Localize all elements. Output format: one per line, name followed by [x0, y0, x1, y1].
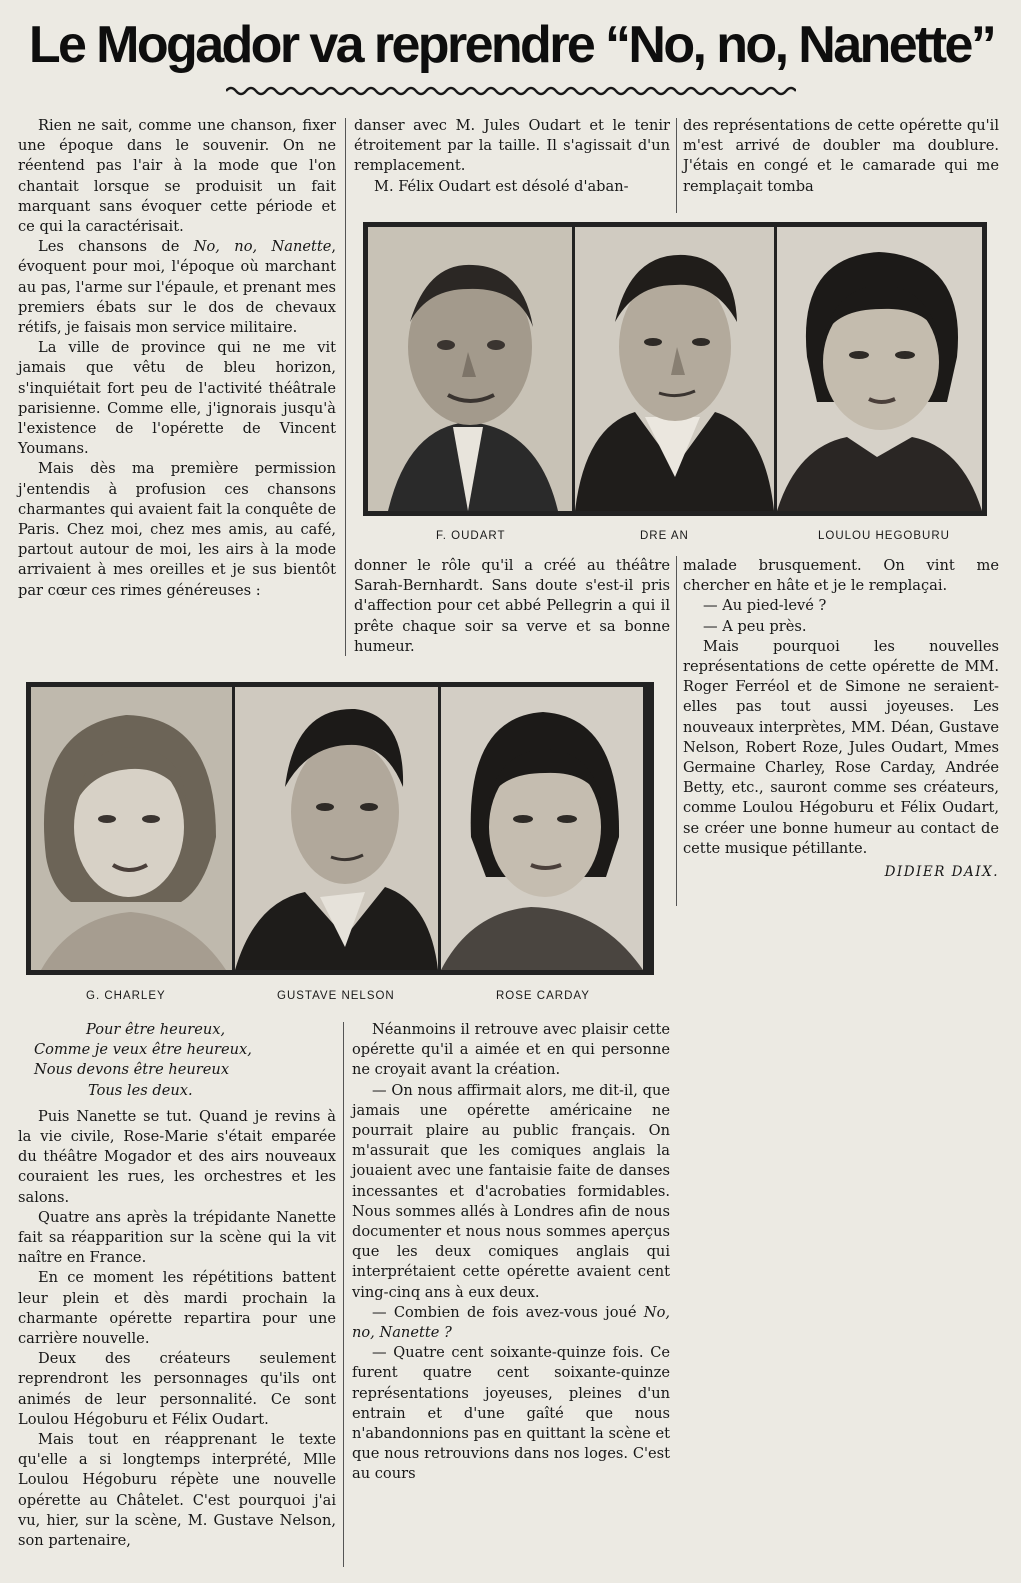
column-3-top [683, 116, 999, 197]
col1-paragraph-1: Rien ne sait, comme une chanson, fixer une époque dans le souvenir. On ne réentend pas l'air à la mode que l'on chantait lorsque se produisit un fait marquant sans évoquer cette période et ce qui la caractérisait. [18, 117, 336, 236]
lyric-line: Pour être heureux, [86, 1021, 226, 1038]
column-3-middle [683, 556, 999, 882]
caption-carday: ROSE CARDAY [496, 990, 590, 1002]
col5-paragraph-1: Néanmoins il retrouve avec plaisir cette opérette qu'il a aimée et en qui personne ne croyait avant la création. [352, 1021, 670, 1079]
col1-paragraph-2: Les chansons de No, no, Nanette, évoquent pour moi, l'époque où marchant au pas, l'arme sur l'épaule, et prenant mes premiers ébats sur le dos de chevaux rétifs, je faisais mon service militaire. [18, 238, 336, 337]
column-5 [352, 1020, 670, 1485]
author-signature: DIDIER DAIX. [884, 864, 999, 881]
caption-hegoburu: LOULOU HEGOBURU [818, 530, 950, 542]
col4-paragraph-3: En ce moment les répétitions battent leur plein et dès mardi prochain la charmante opérette repartira pour une carrière nouvelle. [18, 1269, 336, 1348]
col4-paragraph-2: Quatre ans après la trépidante Nanette fait sa réapparition sur la scène qui la vit naître en France. [18, 1208, 336, 1267]
portrait-carday-image [441, 687, 643, 970]
column-rule [343, 1022, 344, 1567]
portrait-photo-hegoburu [777, 227, 982, 511]
caption-charley: G. CHARLEY [86, 990, 166, 1002]
col5-paragraph-2: — On nous affirmait alors, me dit-il, que jamais une opérette américaine ne pourrait plaire au public français. On m'assurait que les comiques anglais la jouaient avec une fantaisie faite de danses incessantes et d'acrobaties formidables. Nous sommes allés à Londres afin de nous documenter et nous nous sommes aperçus que les deux comiques anglais qui interprétaient cette opérette avaient cent ving-cinq ans à eux deux. [352, 1081, 670, 1301]
headline-wavy-rule [226, 85, 796, 97]
col4-paragraph-5: Mais tout en réapprenant le texte qu'elle a si longtemps interprété, Mlle Loulou Hégoburu répète une nouvelle opérette au Châtelet. C'est pourquoi j'ai vu, hier, sur la scène, M. Gustave Nelson, son partenaire, [18, 1431, 336, 1550]
lyric-line: Tous les deux. [88, 1081, 193, 1099]
col5-paragraph-3: — Combien de fois avez-vous joué No, no, Nanette ? [352, 1303, 670, 1342]
caption-nelson: GUSTAVE NELSON [277, 990, 395, 1002]
col2-mid-text: donner le rôle qu'il a créé au théâtre Sarah-Bernhardt. Sans doute s'est-il pris d'affection pour cet abbé Pellegrin a qui il prête chaque soir sa verve et sa bonne humeur. [354, 557, 670, 655]
caption-dean: DRE AN [640, 530, 689, 542]
col3-top-text: des représentations de cette opérette qu'il m'est arrivé de doubler ma doublure. J'étais en congé et le camarade qui me remplaçait tomba [683, 117, 999, 195]
portrait-charley-image [31, 687, 232, 970]
column-1 [18, 116, 336, 601]
col1-paragraph-4: Mais dès ma première permission j'entendis à profusion ces chansons charmantes qui avaient fait la conquête de Paris. Chez moi, chez mes amis, au café, partout autour de moi, les airs à la mode arrivaient à mes oreilles et je sus bientôt par cœur ces rimes généreuses : [18, 460, 336, 599]
column-2-middle [354, 556, 670, 657]
col2-paragraph-2: M. Félix Oudart est désolé d'aban- [374, 177, 629, 195]
col3-dialogue-2: — A peu près. [703, 617, 807, 635]
portrait-oudart-image [368, 227, 572, 511]
lyric-line: Comme je veux être heureux, [34, 1041, 252, 1059]
column-rule [676, 118, 677, 213]
col1-paragraph-3: La ville de province qui ne me vit jamais que vêtu de bleu horizon, s'inquiétait fort peu de l'activité théâtrale parisienne. Comme elle, j'ignorais jusqu'à l'existence de l'opérette de Vincent Youmans. [18, 339, 336, 458]
portrait-nelson-image [235, 687, 438, 970]
column-4 [18, 1020, 336, 1551]
column-rule [345, 118, 346, 656]
col3-dialogue-1: — Au pied-levé ? [703, 597, 827, 615]
col2-top-text: danser avec M. Jules Oudart et le tenir étroitement par la taille. Il s'agissait d'un remplacement. [354, 117, 670, 175]
portrait-photo-dean [575, 227, 774, 511]
portrait-hegoburu-image [777, 227, 982, 511]
column-2-top [354, 116, 670, 197]
portrait-photo-oudart [368, 227, 572, 511]
top-photo-strip [363, 222, 987, 516]
col4-paragraph-4: Deux des créateurs seulement reprendront les personnages qu'ils ont animés de leur personnalité. Ce sont Loulou Hégoburu et Félix Oudart. [18, 1350, 336, 1428]
lyric-line: Nous devons être heureux [34, 1061, 230, 1079]
portrait-photo-nelson [235, 687, 438, 970]
portrait-dean-image [575, 227, 774, 511]
col4-paragraph-1: Puis Nanette se tut. Quand je revins à la vie civile, Rose-Marie s'était emparée du théâtre Mogador et des airs nouveaux couraient les rues, les orchestres et les salons. [18, 1107, 336, 1206]
column-rule [676, 556, 677, 906]
col3-paragraph-3: Mais pourquoi les nouvelles représentations de cette opérette de MM. Roger Ferréol et de Simone ne seraient-elles pas tout aussi joyeuses. Les nouveaux interprètes, MM. Déan, Gustave Nelson, Robert Roze, Jules Oudart, Mmes Germaine Charley, Rose Carday, Andrée Betty, etc., sauront comme ses créateurs, comme Loulou Hégoburu et Félix Oudart, se créer une bonne humeur au contact de cette musique pétillante. [683, 637, 999, 857]
portrait-photo-carday [441, 687, 643, 970]
song-lyrics [18, 1020, 336, 1101]
portrait-photo-charley [31, 687, 232, 970]
bottom-photo-strip [26, 682, 654, 975]
headline: Le Mogador va reprendre “No, no, Nanette” [28, 16, 995, 74]
caption-oudart: F. OUDART [436, 530, 506, 542]
col3-mid-text: malade brusquement. On vint me chercher en hâte et je le remplaçai. [683, 557, 999, 595]
col5-paragraph-4: — Quatre cent soixante-quinze fois. Ce furent quatre cent soixante-quinze représentations joyeuses, pleines d'un entrain et d'une gaîté que nous n'abandonnions pas en quittant la scène et que nous retrouvions dans nos loges. C'est au cours [352, 1344, 670, 1483]
